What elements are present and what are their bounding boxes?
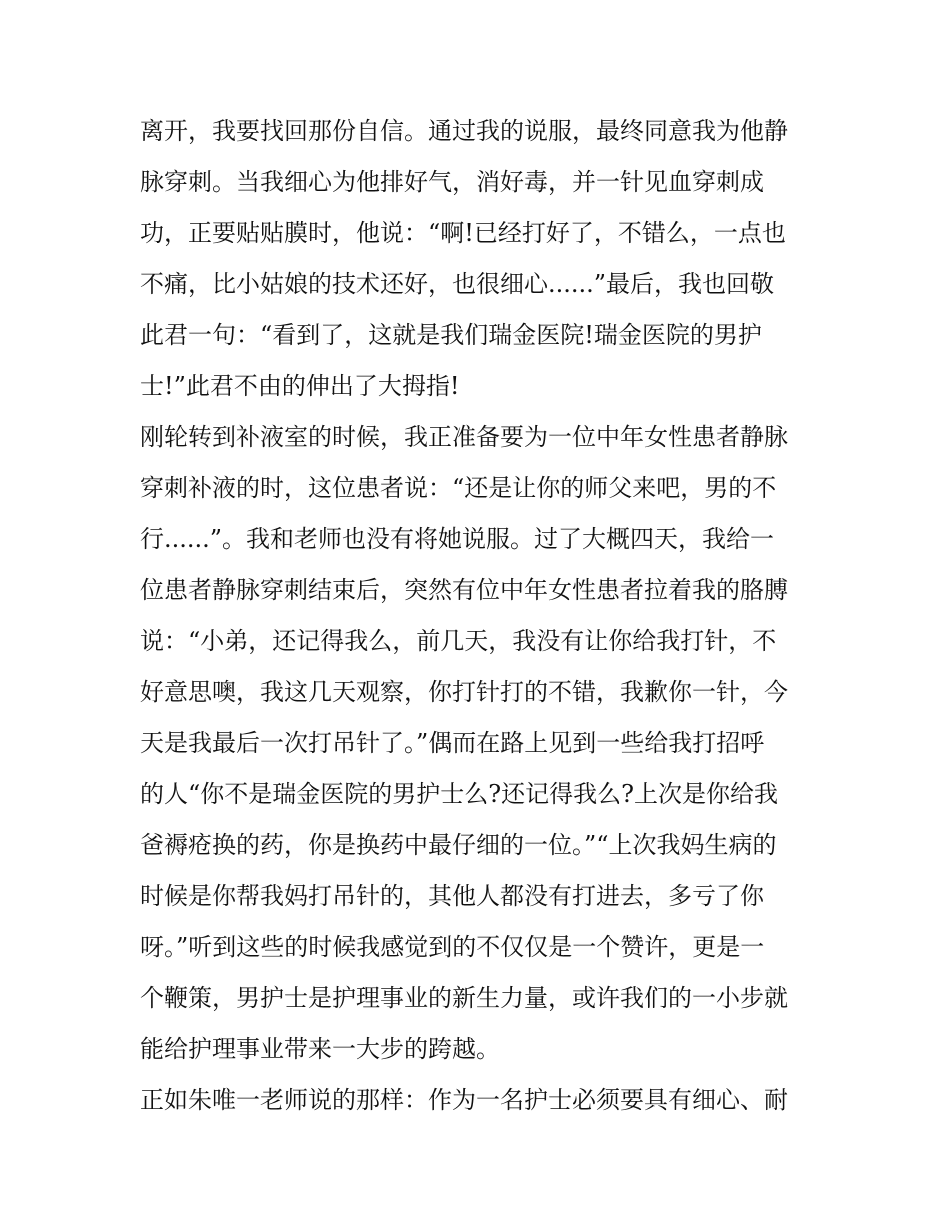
text-line: 此君一句：“看到了，这就是我们瑞金医院!瑞金医院的男护 [140,321,762,349]
text-line: 刚轮转到补液室的时候，我正准备要为一位中年女性患者静脉 [140,423,788,451]
document-body [140,106,820,1126]
text-line: 个鞭策，男护士是护理事业的新生力量，或许我们的一小步就 [140,984,788,1012]
text-line: 正如朱唯一老师说的那样：作为一名护士必须要具有细心、耐 [140,1086,788,1114]
text-line: 能给护理事业带来一大步的跨越。 [140,1035,500,1063]
text-line: 爸褥疮换的药，你是换药中最仔细的一位。”“上次我妈生病的 [140,831,777,859]
text-line: 好意思噢，我这几天观察，你打针打的不错，我歉你一针，今 [140,678,788,706]
text-line: 说：“小弟，还记得我么，前几天，我没有让你给我打针，不 [140,627,777,655]
text-line: 时候是你帮我妈打吊针的，其他人都没有打进去，多亏了你 [140,882,764,910]
text-line: 士!”此君不由的伸出了大拇指! [140,372,460,400]
text-line: 行......”。我和老师也没有将她说服。过了大概四天，我给一 [140,525,775,553]
text-line: 不痛，比小姑娘的技术还好，也很细心......”最后，我也回敬 [140,270,775,298]
text-line: 呀。”听到这些的时候我感觉到的不仅仅是一个赞许，更是一 [140,933,765,961]
text-line: 穿刺补液的时，这位患者说：“还是让你的师父来吧，男的不 [140,474,777,502]
text-line: 功，正要贴贴膜时，他说：“啊!已经打好了，不错么，一点也 [140,219,786,247]
text-line: 脉穿刺。当我细心为他排好气，消好毒，并一针见血穿刺成 [140,168,764,196]
text-line: 离开，我要找回那份自信。通过我的说服，最终同意我为他静 [140,117,788,145]
text-line: 天是我最后一次打吊针了。”偶而在路上见到一些给我打招呼 [140,729,765,757]
text-line: 的人“你不是瑞金医院的男护士么?还记得我么?上次是你给我 [140,780,779,808]
text-line: 位患者静脉穿刺结束后，突然有位中年女性患者拉着我的胳膊 [140,576,788,604]
